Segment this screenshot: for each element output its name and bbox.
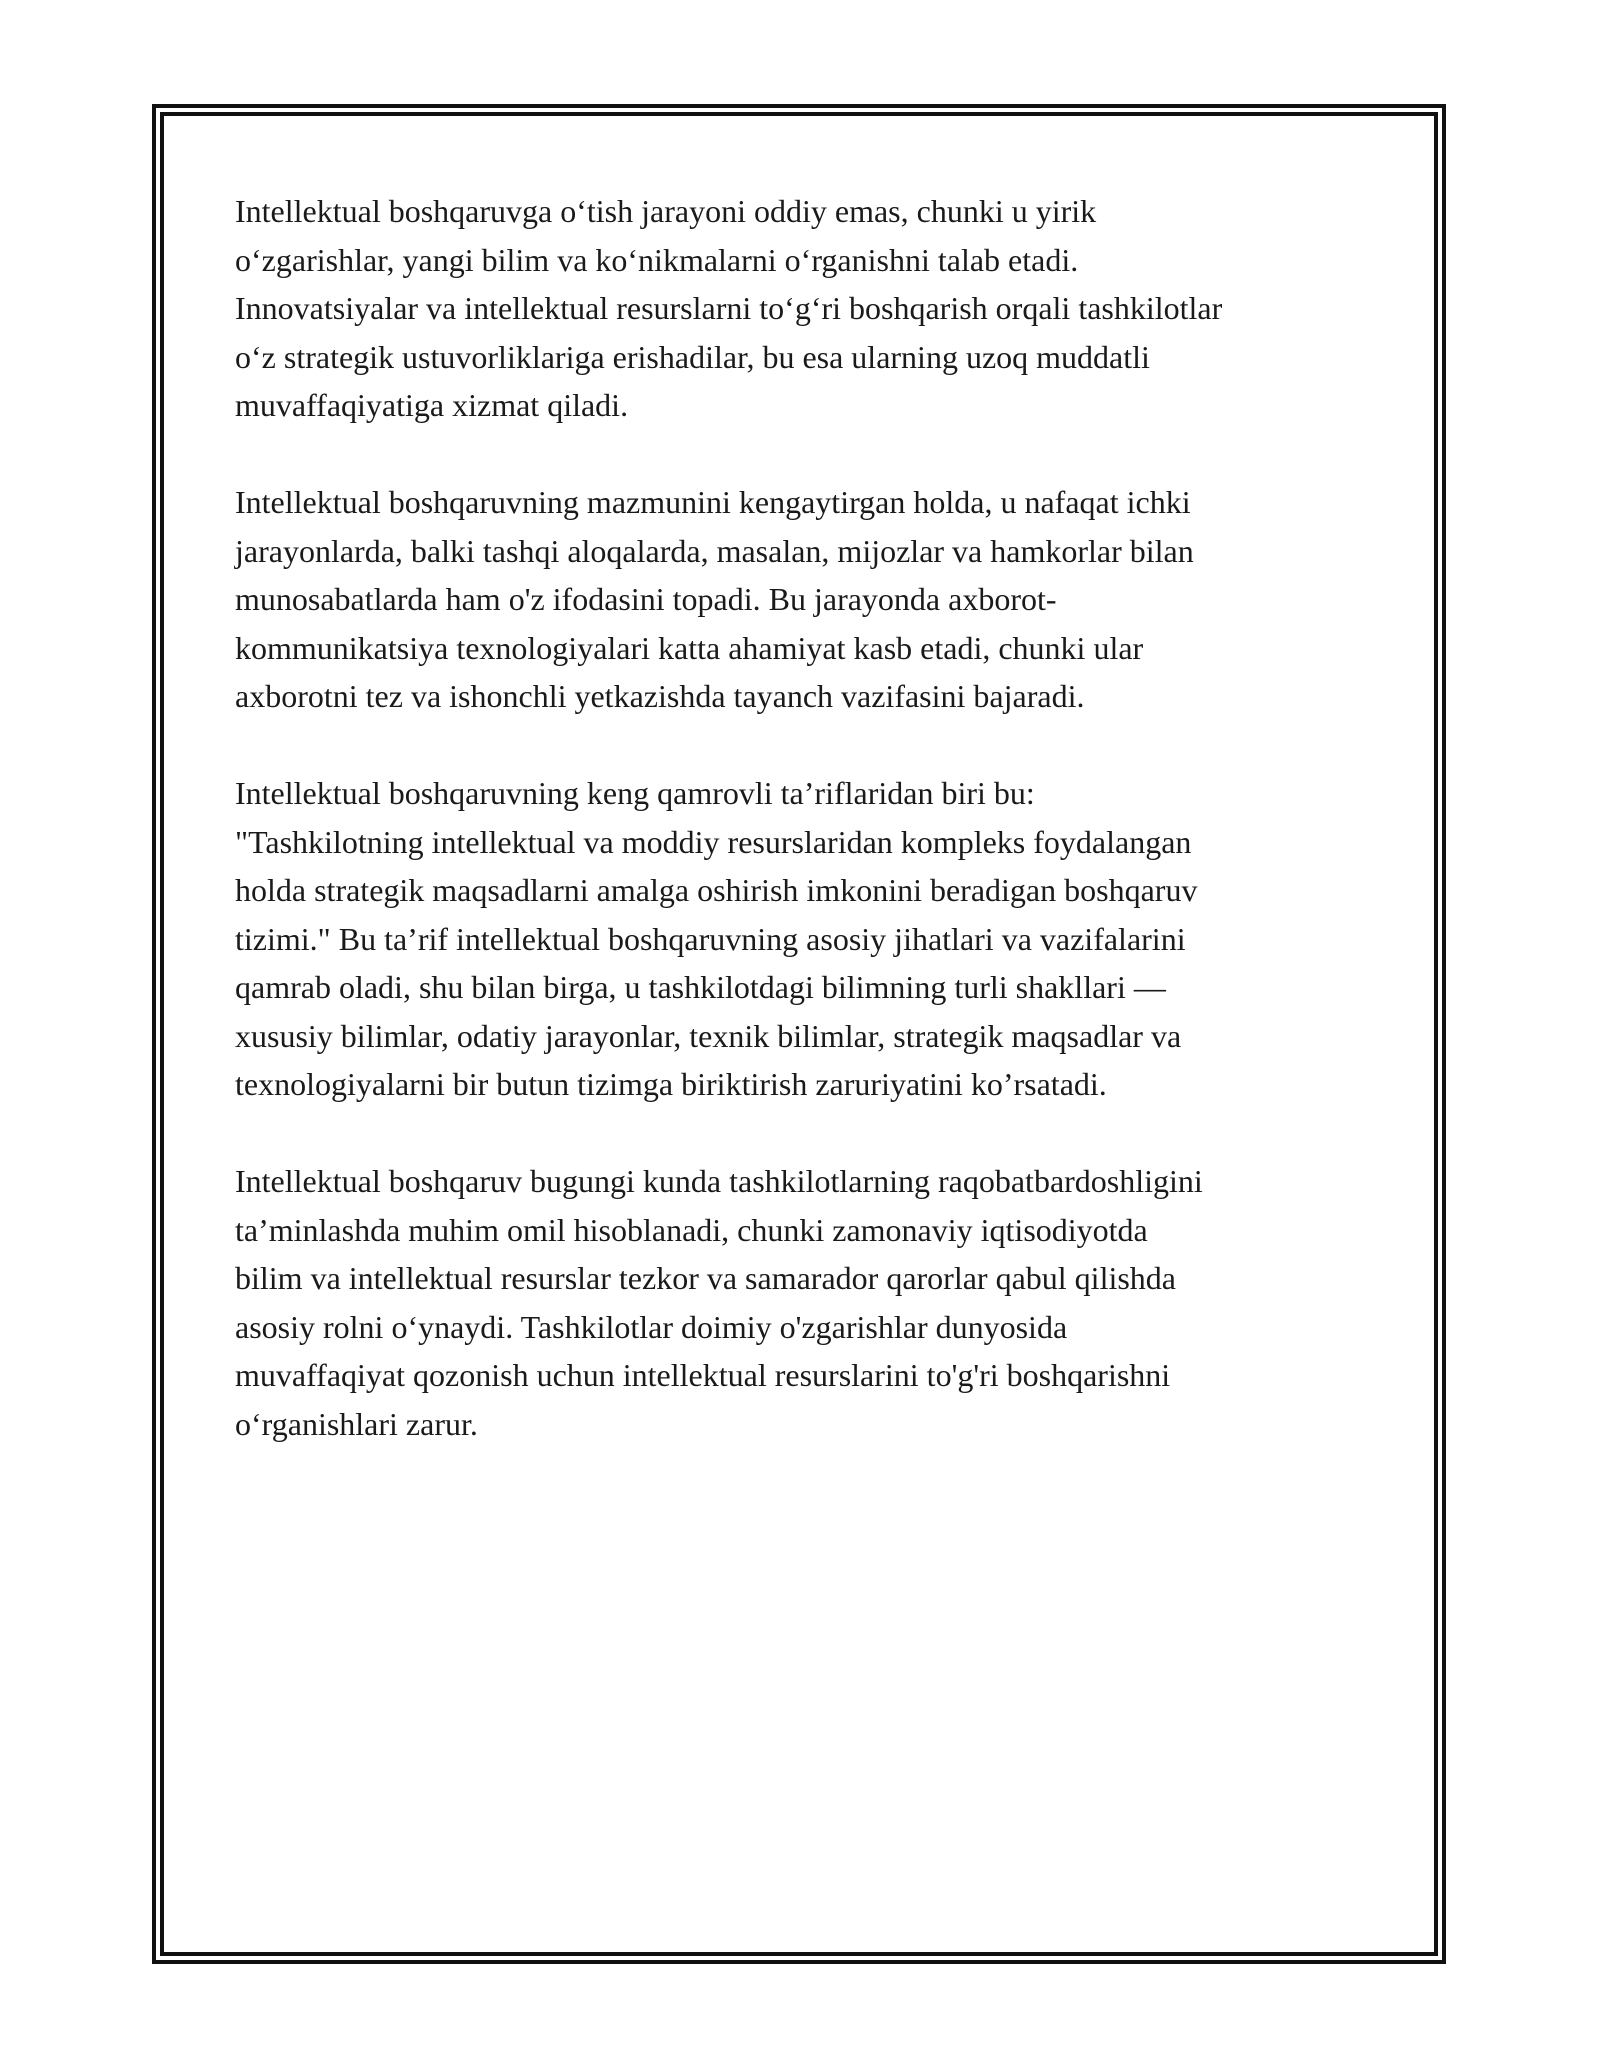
paragraph-3	[235, 769, 1375, 1109]
paragraph-4	[235, 1157, 1375, 1448]
text-line: xususiy bilimlar, odatiy jarayonlar, texnik bilimlar, strategik maqsadlar va	[235, 1017, 1182, 1054]
text-line: jarayonlarda, balki tashqi aloqalarda, masalan, mijozlar va hamkorlar bilan	[235, 532, 1194, 569]
text-line: Intellektual boshqaruvning mazmunini kengaytirgan holda, u nafaqat ichki	[235, 484, 1191, 520]
text-line: asosiy rolni o‘ynaydi. Tashkilotlar doimiy o'zgarishlar dunyosida	[235, 1308, 1068, 1345]
document-body	[235, 187, 1375, 1497]
text-line: "Tashkilotning intellektual va moddiy resurslaridan kompleks foydalangan	[235, 823, 1192, 860]
text-line: qamrab oladi, shu bilan birga, u tashkilotdagi bilimning turli shakllari —	[235, 969, 1166, 1005]
text-line: tizimi." Bu ta’rif intellektual boshqaruvning asosiy jihatlari va vazifalarini	[235, 920, 1186, 957]
text-line: munosabatlarda ham o'z ifodasini topadi. Bu jarayonda axborot-	[235, 581, 1057, 617]
text-line: o‘zgarishlar, yangi bilim va ko‘nikmalarni o‘rganishni talab etadi.	[235, 241, 1079, 278]
text-line: ta’minlashda muhim omil hisoblanadi, chunki zamonaviy iqtisodiyotda	[235, 1211, 1148, 1248]
text-line: Innovatsiyalar va intellektual resurslarni to‘g‘ri boshqarish orqali tashkilotlar	[235, 290, 1223, 326]
text-line: Intellektual boshqaruvning keng qamrovli ta’riflaridan biri bu:	[235, 775, 1035, 811]
text-line: muvaffaqiyatiga xizmat qiladi.	[235, 387, 629, 423]
text-line: muvaffaqiyat qozonish uchun intellektual resurslarini to'g'ri boshqarishni	[235, 1357, 1171, 1393]
text-line: Intellektual boshqaruvga o‘tish jarayoni oddiy emas, chunki u yirik	[235, 193, 1097, 229]
text-line: kommunikatsiya texnologiyalari katta ahamiyat kasb etadi, chunki ular	[235, 629, 1144, 666]
paragraph-1	[235, 187, 1375, 430]
text-line: axborotni tez va ishonchli yetkazishda tayanch vazifasini bajaradi.	[235, 678, 1085, 714]
paragraph-2	[235, 478, 1375, 721]
text-line: texnologiyalarni bir butun tizimga biriktirish zaruriyatini ko’rsatadi.	[235, 1066, 1107, 1102]
text-line: o‘rganishlari zarur.	[235, 1405, 478, 1442]
text-line: bilim va intellektual resurslar tezkor va samarador qarorlar qabul qilishda	[235, 1260, 1176, 1296]
text-line: o‘z strategik ustuvorliklariga erishadilar, bu esa ularning uzoq muddatli	[235, 338, 1150, 375]
text-line: Intellektual boshqaruv bugungi kunda tashkilotlarning raqobatbardoshligini	[235, 1163, 1203, 1199]
text-line: holda strategik maqsadlarni amalga oshirish imkonini beradigan boshqaruv	[235, 872, 1198, 908]
